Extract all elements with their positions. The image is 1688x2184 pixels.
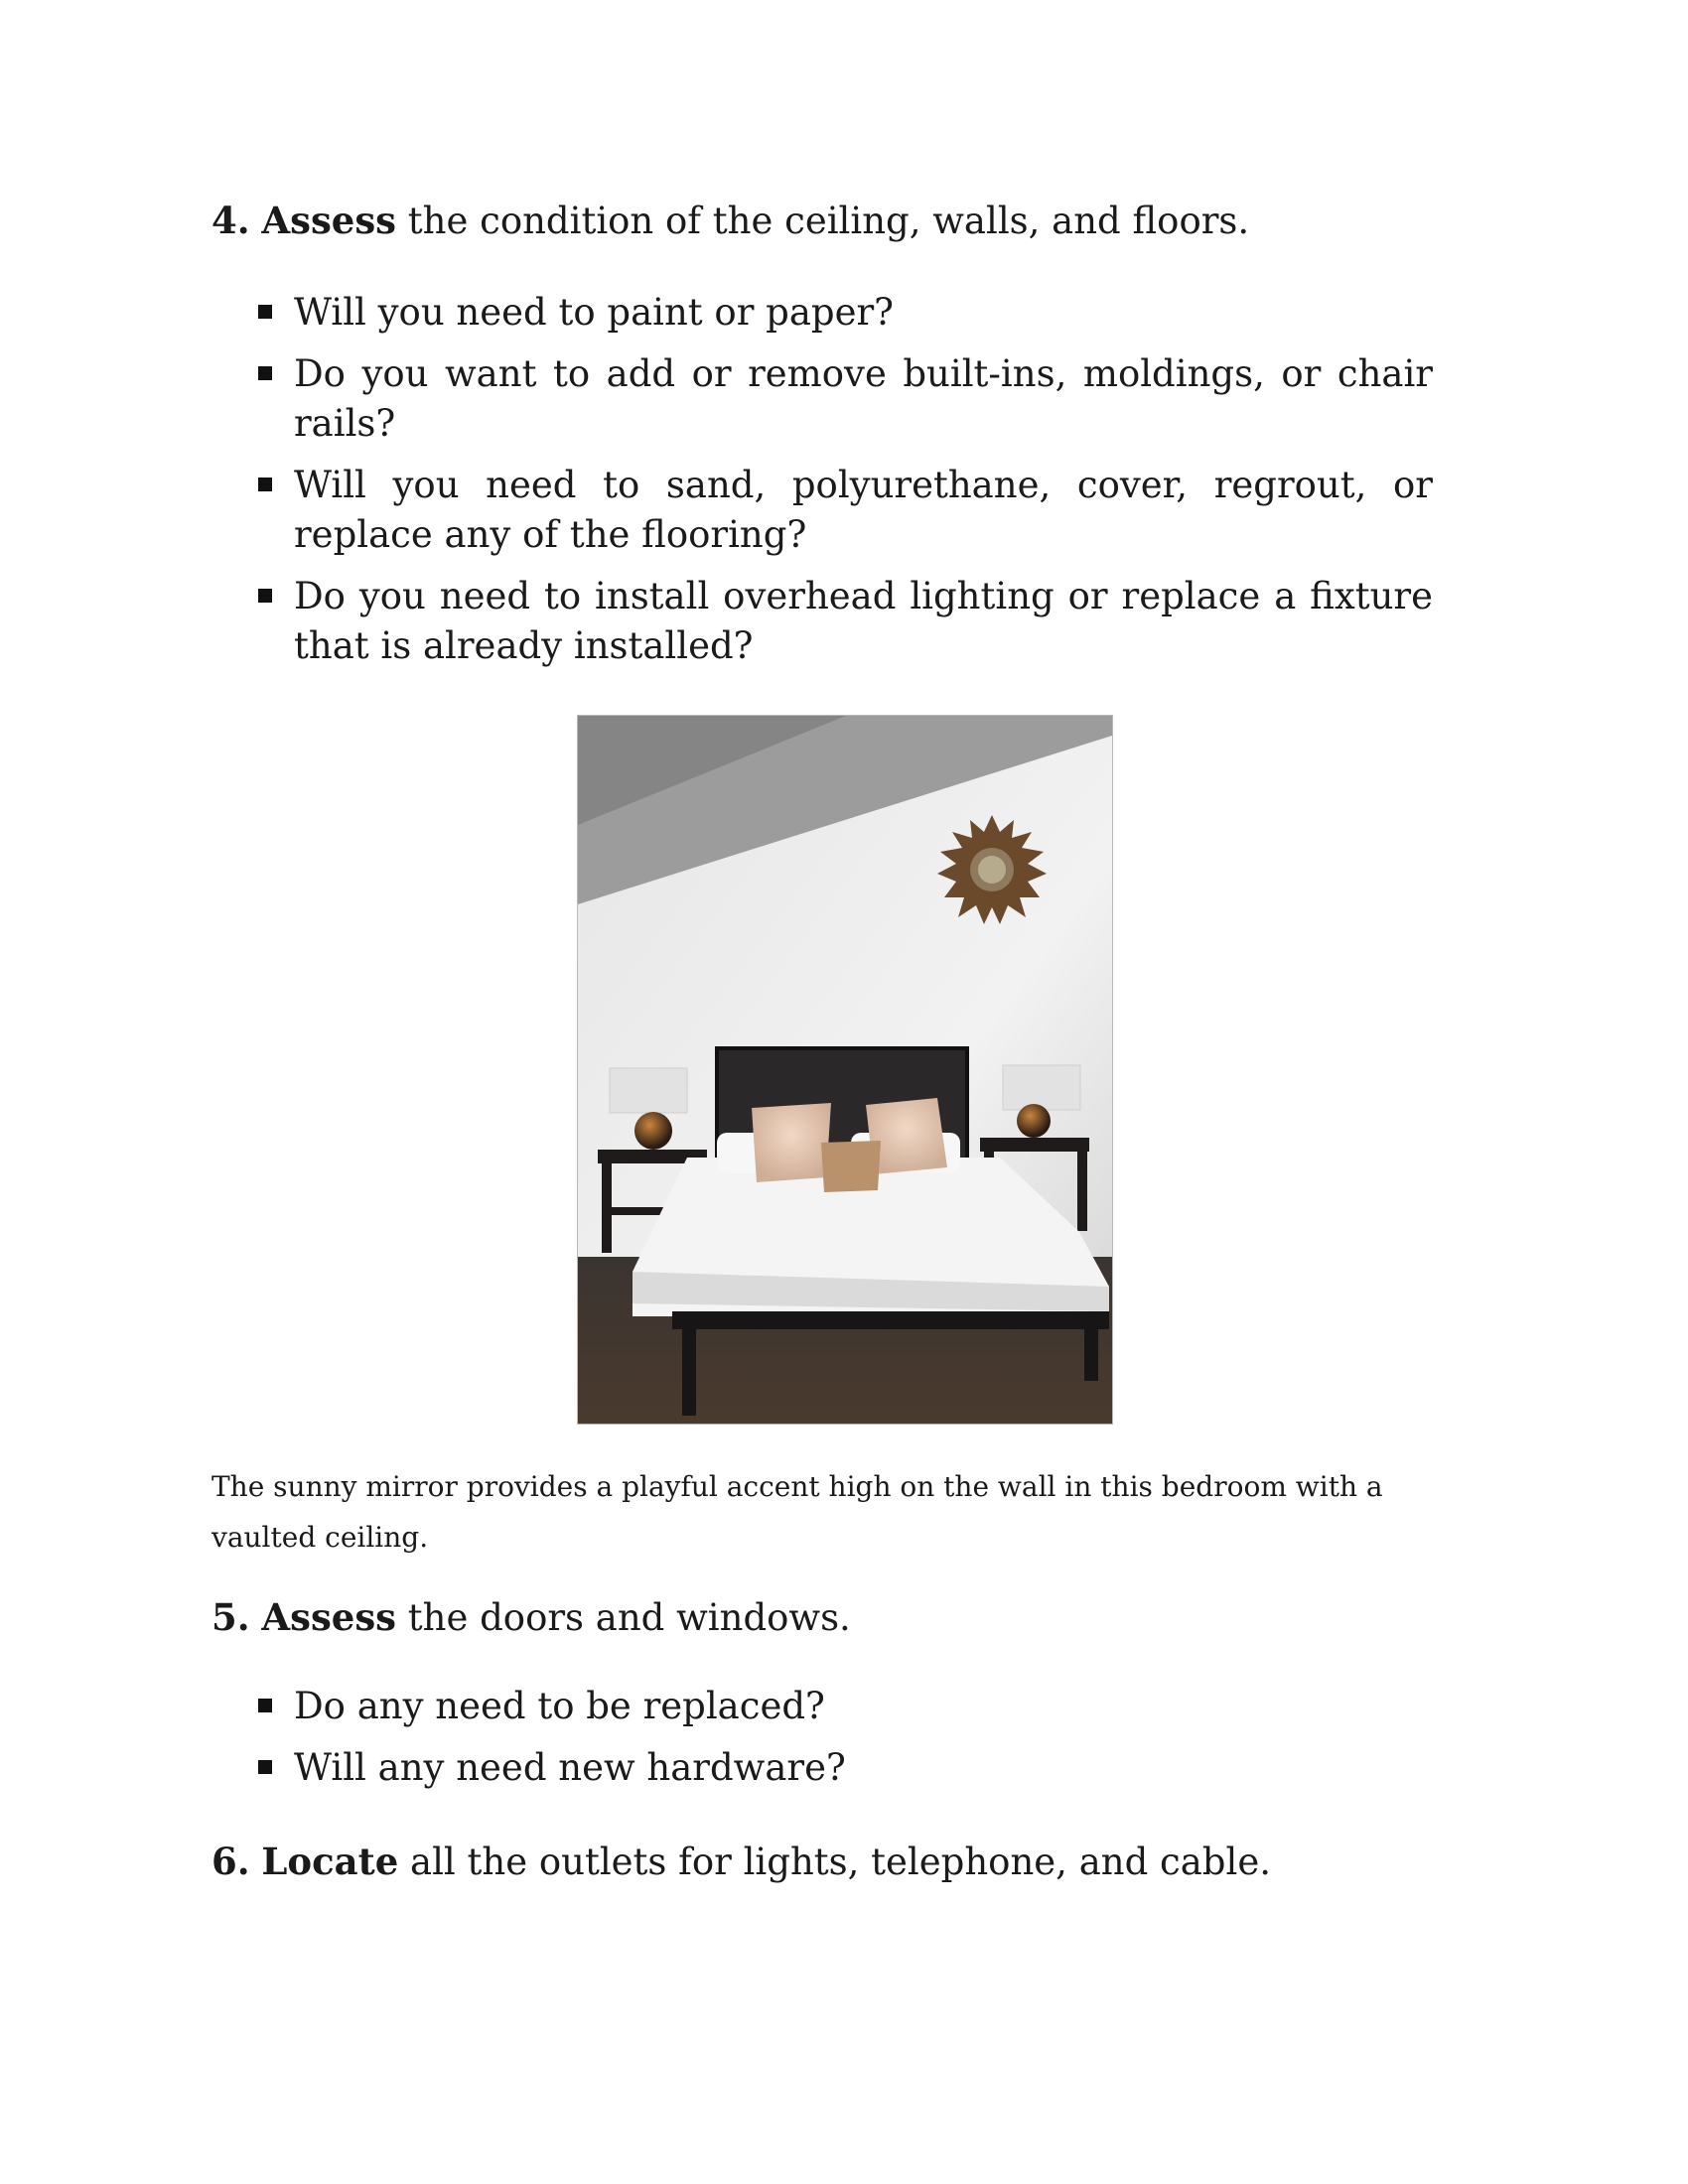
list-item: [256, 1743, 1433, 1793]
bullet-square-icon: [258, 589, 272, 603]
list-item-text: Will any need new hardware?: [294, 1746, 846, 1789]
bedroom-illustration: [578, 716, 1112, 1424]
bullet-square-icon: [258, 1699, 272, 1712]
bullet-square-icon: [258, 305, 272, 319]
list-item-text: Will you need to sand, polyurethane, cover, regrout, or replace any of the flooring?: [294, 464, 1433, 556]
step-number: 6.: [211, 1840, 250, 1883]
step-verb: Locate: [261, 1840, 399, 1883]
photo-caption: The sunny mirror provides a playful accent high on the wall in this bedroom with a vaulted ceiling.: [211, 1470, 1383, 1554]
step-4-heading: [211, 199, 1249, 243]
step-number: 4.: [211, 199, 250, 242]
list-item: [256, 461, 1433, 560]
bedroom-photo: [577, 715, 1113, 1425]
step-5-heading: [211, 1595, 851, 1640]
step-5-bullet-list: [256, 1682, 1433, 1805]
step-verb: Assess: [261, 1595, 396, 1639]
step-text: the doors and windows.: [395, 1596, 851, 1639]
list-item-text: Do you need to install overhead lighting or replace a fixture that is already installed?: [294, 575, 1433, 667]
list-item: [256, 572, 1433, 671]
list-item-text: Will you need to paint or paper?: [294, 291, 894, 334]
step-text: all the outlets for lights, telephone, and cable.: [398, 1841, 1271, 1883]
list-item: [256, 288, 1433, 338]
step-number: 5.: [211, 1595, 250, 1639]
step-6-heading: [211, 1840, 1271, 1884]
list-item-text: Do any need to be replaced?: [294, 1685, 825, 1727]
step-verb: Assess: [261, 199, 396, 242]
bullet-square-icon: [258, 1760, 272, 1774]
bullet-square-icon: [258, 366, 272, 380]
list-item: [256, 349, 1433, 449]
list-item: [256, 1682, 1433, 1731]
step-4-bullet-list: [256, 288, 1433, 683]
lamp-icon: [1017, 1104, 1051, 1138]
bullet-square-icon: [258, 478, 272, 491]
list-item-text: Do you want to add or remove built-ins, moldings, or chair rails?: [294, 352, 1433, 445]
step-text: the condition of the ceiling, walls, and floors.: [395, 200, 1250, 242]
lamp-icon: [634, 1112, 672, 1150]
